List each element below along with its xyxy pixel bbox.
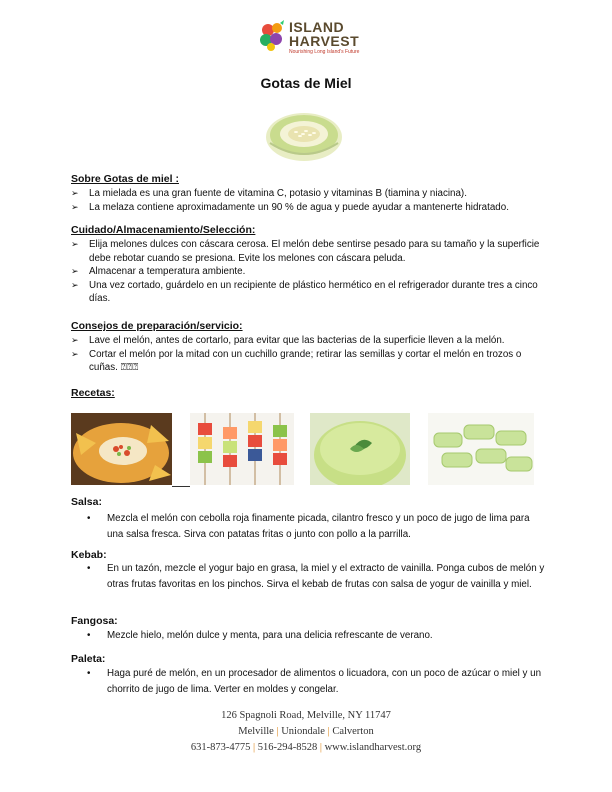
care-list	[71, 238, 541, 306]
underline-divider	[172, 486, 190, 487]
list-item: ➢ Cortar el melón por la mitad con un cuchillo grande; retirar las semillas y cortar el melón en trozos o cuñas. ⍰⍰⍰	[71, 348, 522, 373]
arrow-bullet-icon: ➢	[71, 188, 79, 198]
smoothie-photo	[310, 413, 410, 485]
list-item: ➢ La mielada es una gran fuente de vitamina C, potasio y vitaminas B (tiamina y niacina).	[71, 188, 467, 199]
dot-bullet-icon: •	[87, 513, 91, 524]
recipe-paleta-text	[87, 666, 547, 698]
arrow-bullet-icon: ➢	[71, 201, 79, 212]
list-item: ➢ Elija melones dulces con cáscara cerosa. El melón debe sentirse pesado para su tamaño y la superficie debe rebotar cuando se presiona. Evite los melones con cáscara peluda.	[71, 239, 540, 264]
list-item: ➢ Lave el melón, antes de cortarlo, para evitar que las bacterias de la superficie lleven a la melón.	[71, 335, 505, 346]
recipes-heading: Recetas:	[71, 387, 115, 399]
recipe-fangosa-text	[87, 628, 547, 644]
tips-heading: Consejos de preparación/servicio:	[71, 320, 243, 332]
island-harvest-logo	[258, 18, 358, 58]
recipe-kebab-text	[87, 561, 547, 593]
logo-word-harvest: HARVEST	[289, 33, 360, 49]
about-list	[71, 187, 541, 214]
list-item: ➢ Almacenar a temperatura ambiente.	[71, 266, 246, 277]
popsicle-photo	[428, 413, 534, 485]
recipe-salsa-text	[87, 511, 547, 543]
footer-locations: Melville | Uniondale | Calverton	[238, 726, 374, 737]
footer-address: 126 Spagnoli Road, Melville, NY 11747	[221, 710, 391, 721]
list-item: • Mezcle hielo, melón dulce y menta, para una delicia refrescante de verano.	[87, 628, 547, 644]
arrow-bullet-icon: ➢	[71, 348, 79, 359]
recipe-fangosa-heading: Fangosa:	[71, 615, 118, 627]
list-item: • Haga puré de melón, en un procesador de alimentos o licuadora, con un poco de azúcar o miel y un chorrito de jugo de lima. Verter en moldes y congelar.	[87, 668, 542, 695]
arrow-bullet-icon: ➢	[71, 266, 79, 276]
list-item: ➢ Una vez cortado, guárdelo en un recipiente de plástico hermético en el refrigerador durante tres a cinco días.	[71, 279, 538, 304]
produce-logo-icon	[258, 20, 288, 52]
list-item: ➢ La melaza contiene aproximadamente un 90 % de agua y puede ayudar a mantenerte hidratado.	[71, 201, 509, 213]
kebab-photo	[190, 413, 294, 485]
arrow-bullet-icon: ➢	[71, 279, 79, 290]
list-item: • En un tazón, mezcle el yogur bajo en grasa, la miel y el extracto de vainilla. Ponga cubos de melón y otras frutas favoritas en los pinchos. Sirva el kebab de frutas con salsa de yogur de vainilla y miel.	[87, 563, 545, 590]
recipe-paleta-heading: Paleta:	[71, 653, 106, 665]
recipe-salsa-heading: Salsa:	[71, 496, 102, 508]
logo-word-island: ISLAND	[289, 19, 345, 35]
dot-bullet-icon: •	[87, 630, 91, 641]
recipe-kebab-heading: Kebab:	[71, 549, 107, 561]
honeydew-melon-slice-image	[262, 103, 346, 163]
care-heading: Cuidado/Almacenamiento/Selección:	[71, 224, 256, 236]
salsa-photo	[71, 413, 172, 485]
dot-bullet-icon: •	[87, 563, 91, 574]
list-item: • Mezcla el melón con cebolla roja finamente picada, cilantro fresco y un poco de jugo de lima para una salsa fresca. Sirva con patatas fritas o junto con pollo a la parrilla.	[87, 513, 530, 540]
footer-contact: 631-873-4775 | 516-294-8528 | www.islandharvest.org	[190, 742, 422, 753]
arrow-bullet-icon: ➢	[71, 239, 79, 249]
website-link[interactable]: www.islandharvest.org	[324, 742, 422, 753]
about-heading: Sobre Gotas de miel :	[71, 173, 179, 185]
page-title: Gotas de Miel	[260, 75, 352, 91]
dot-bullet-icon: •	[87, 668, 91, 679]
arrow-bullet-icon: ➢	[71, 335, 79, 345]
logo-tagline: Nourishing Long Island's Future	[289, 49, 360, 55]
tips-list	[71, 334, 541, 375]
